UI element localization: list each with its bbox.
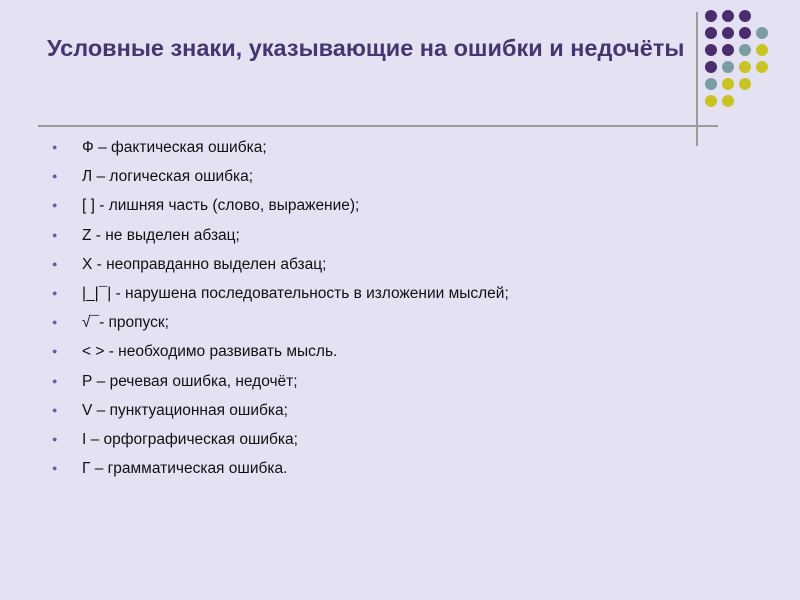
horizontal-divider [38, 125, 718, 127]
decorative-dot-icon [756, 61, 768, 73]
list-item-text: Ф – фактическая ошибка; [82, 139, 267, 156]
bullet-dot-icon: ● [52, 463, 58, 474]
bullet-dot-icon: ● [52, 375, 58, 386]
bullet-dot-icon: ● [52, 142, 58, 152]
decorative-dot-icon [722, 61, 734, 73]
decorative-dot-icon [722, 27, 734, 39]
decorative-dot-icon [705, 44, 717, 56]
list-item [52, 162, 509, 191]
list-item [52, 396, 509, 425]
list-item-text: Л – логическая ошибка; [82, 168, 254, 186]
decorative-dot-icon [705, 10, 717, 22]
list-item-text: Z - не выделен абзац; [82, 226, 240, 244]
decorative-dot-icon [722, 10, 734, 22]
decorative-dot-icon [705, 78, 717, 90]
slide-title: Условные знаки, указывающие на ошибки и недочёты [47, 35, 685, 61]
list-item [52, 425, 509, 454]
list-item-text: Г – грамматическая ошибка. [82, 460, 288, 478]
bullet-dot-icon: ● [52, 287, 58, 298]
bullet-dot-icon: ● [52, 317, 58, 328]
list-item-text: |_|¯| - нарушена последовательность в изложении мыслей; [82, 284, 509, 302]
bullet-dot-icon: ● [52, 258, 58, 269]
list-item-text: √¯- пропуск; [82, 314, 169, 332]
list-item-text: < > - необходимо развивать мысль. [82, 343, 338, 361]
list-item [52, 308, 509, 337]
list-item [52, 279, 509, 308]
decorative-dot-icon [705, 95, 717, 107]
bullet-dot-icon: ● [52, 433, 58, 444]
decorative-dot-icon [722, 95, 734, 107]
decorative-dot-icon [739, 78, 751, 90]
bullet-dot-icon: ● [52, 200, 58, 211]
bullet-list [52, 133, 509, 483]
list-item [52, 250, 509, 279]
list-item [52, 221, 509, 250]
decorative-dot-icon [739, 27, 751, 39]
decorative-dot-icon [705, 61, 717, 73]
decorative-dot-icon [739, 61, 751, 73]
decorative-dot-icon [739, 44, 751, 56]
list-item [52, 191, 509, 220]
decorative-dot-icon [756, 44, 768, 56]
bullet-dot-icon: ● [52, 229, 58, 240]
list-item-text: Х - неоправданно выделен абзац; [82, 255, 327, 273]
list-item [52, 337, 509, 366]
list-item [52, 133, 509, 162]
decorative-dot-icon [739, 10, 751, 22]
decorative-dot-icon [756, 27, 768, 39]
decorative-dot-grid [705, 10, 785, 120]
list-item-text: V – пунктуационная ошибка; [82, 401, 288, 419]
list-item-text: [ ] - лишняя часть (слово, выражение); [82, 197, 360, 215]
bullet-dot-icon: ● [52, 404, 58, 415]
bullet-dot-icon: ● [52, 171, 58, 182]
list-item [52, 367, 509, 396]
decorative-dot-icon [722, 78, 734, 90]
decorative-dot-icon [705, 27, 717, 39]
list-item-text: Р – речевая ошибка, недочёт; [82, 372, 298, 390]
decorative-dot-icon [722, 44, 734, 56]
bullet-dot-icon: ● [52, 346, 58, 357]
list-item [52, 454, 509, 483]
list-item-text: I – орфографическая ошибка; [82, 430, 298, 448]
